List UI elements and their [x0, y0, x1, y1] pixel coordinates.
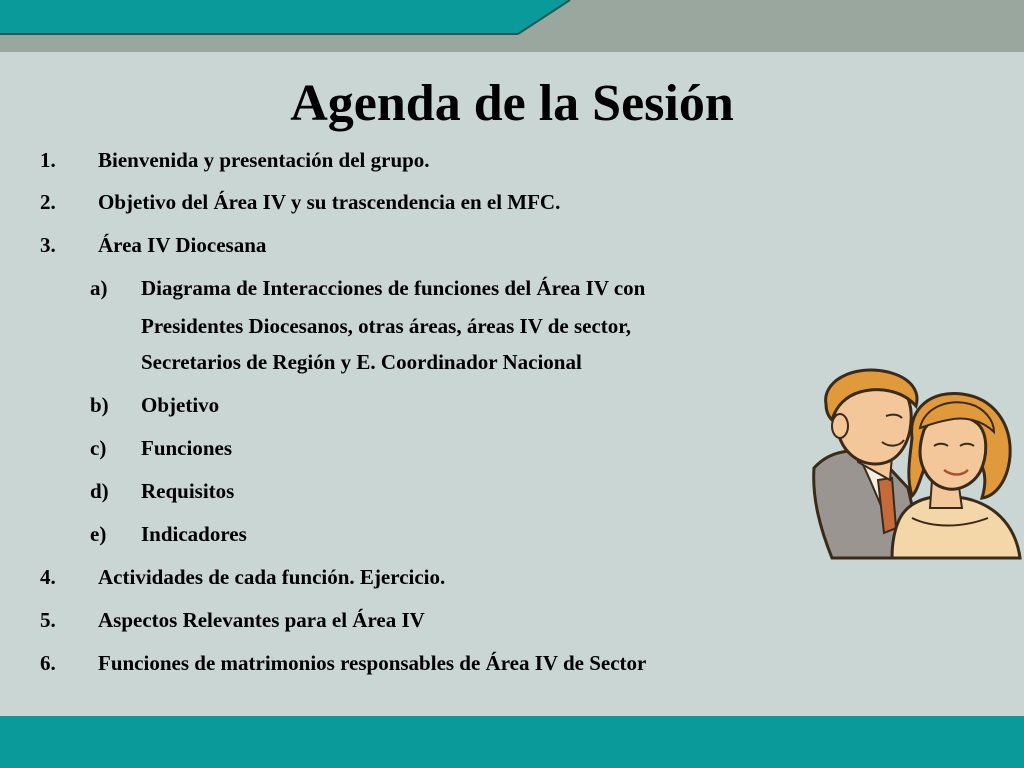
item-text: Actividades de cada función. Ejercicio. — [98, 565, 446, 589]
item-marker: 4. — [40, 565, 56, 589]
subitem-text-line-3: Secretarios de Región y E. Coordinador Nacional — [141, 350, 582, 374]
item-marker: 6. — [40, 651, 56, 675]
bottom-footer-band — [0, 716, 1024, 768]
item-text: Objetivo del Área IV y su trascendencia en el MFC. — [98, 190, 561, 214]
subitem-text: Objetivo — [141, 393, 220, 417]
item-text: Aspectos Relevantes para el Área IV — [98, 608, 425, 632]
subitem-marker: a) — [90, 276, 108, 300]
agenda-subitem-a-line-2 — [141, 308, 631, 344]
subitem-marker: c) — [90, 436, 107, 460]
subitem-text-line-2: Presidentes Diocesanos, otras áreas, áreas IV de sector, — [141, 314, 631, 338]
agenda-subitem-a-line-3 — [141, 344, 582, 380]
subitem-text-line-1: Diagrama de Interacciones de funciones del Área IV con — [141, 276, 646, 300]
slide-title: Agenda de la Sesión — [290, 75, 734, 132]
subitem-text: Funciones — [141, 436, 233, 460]
item-marker: 1. — [40, 148, 56, 172]
subitem-text: Requisitos — [141, 479, 235, 503]
item-text: Bienvenida y presentación del grupo. — [98, 148, 430, 172]
subitem-marker: d) — [90, 479, 109, 503]
item-marker: 5. — [40, 608, 56, 632]
subitem-marker: e) — [90, 522, 107, 546]
item-text: Área IV Diocesana — [98, 233, 267, 257]
item-marker: 2. — [40, 190, 56, 214]
subitem-text: Indicadores — [141, 522, 247, 546]
couple-illustration-icon — [812, 368, 1024, 568]
item-marker: 3. — [40, 233, 56, 257]
item-text: Funciones de matrimonios responsables de Área IV de Sector — [98, 651, 647, 675]
subitem-marker: b) — [90, 393, 109, 417]
